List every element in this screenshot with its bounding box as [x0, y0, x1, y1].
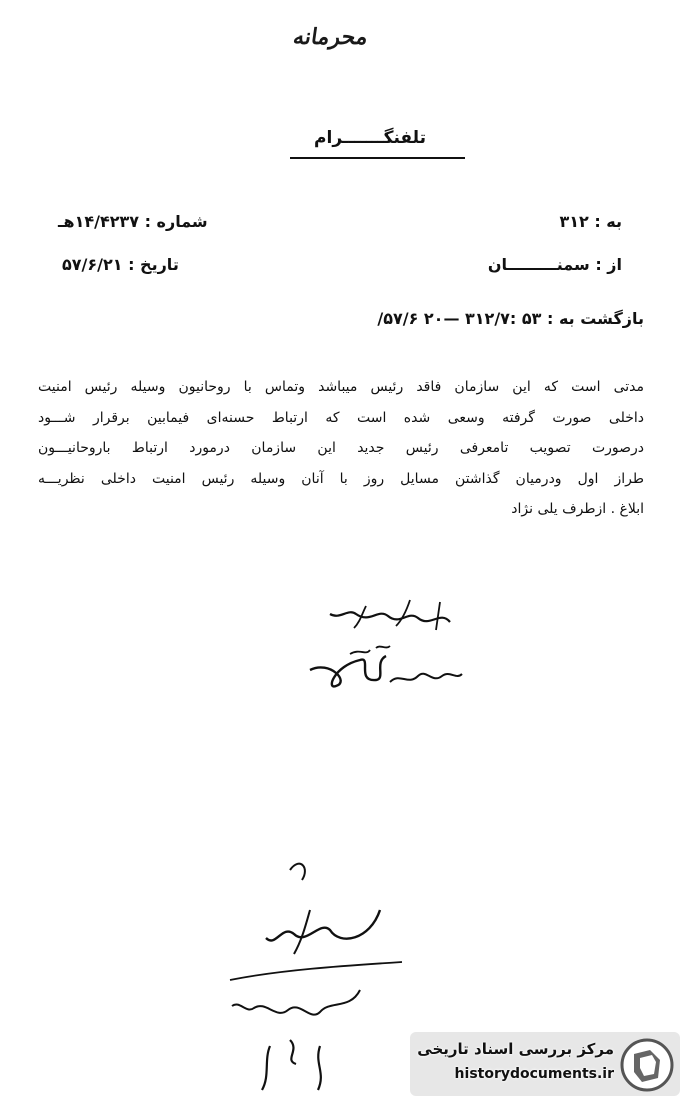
sender-field: از : سمنـــــــــان — [487, 255, 622, 274]
recipient-field: به : ۳۱۲ — [559, 212, 622, 231]
body-line: طراز اول ودرمیان گذاشتن مسایل روز با آنان وسیله رئیس امنیت داخلی نظریـــه — [38, 470, 644, 487]
reference-field: بازگشت به : ۵۳ :۳۱۲/۷ —۲۰ ۵۷/۶/ — [377, 309, 644, 328]
document-date: تاریخ : ۵۷/۶/۲۱ — [62, 255, 179, 274]
body-line: مدتی است که این سازمان فاقد رئیس میباشد وتماس با روحانیون وسیله رئیس امنیت — [38, 379, 644, 395]
title-underline — [290, 157, 465, 159]
telegram-body — [38, 372, 644, 525]
archive-watermark — [410, 1032, 680, 1102]
document-title: تلفنگـــــــرام — [314, 128, 426, 148]
handwritten-lower-note — [210, 850, 410, 1100]
handwritten-approval-signature — [290, 590, 470, 710]
body-line: درصورت تصویب تامعرفی رئیس جدید این سازمان درمورد ارتباط باروحانیـــون — [38, 440, 644, 456]
watermark-organization-name: مرکز بررسی اسناد تاریخی — [417, 1040, 614, 1058]
body-line: داخلی صورت گرفته وسعی شده است که ارتباط حسنه‌ای فیمابین برقرار شـــود — [38, 409, 644, 426]
archive-logo-icon — [620, 1038, 674, 1092]
body-line-signoff: ابلاغ . ازطرف یلی نژاد — [511, 501, 644, 517]
document-number: شماره : ۱۴/۴۲۳۷هـ — [58, 212, 208, 231]
watermark-url: historydocuments.ir — [454, 1066, 614, 1082]
confidential-stamp: محرمانه — [291, 24, 370, 50]
